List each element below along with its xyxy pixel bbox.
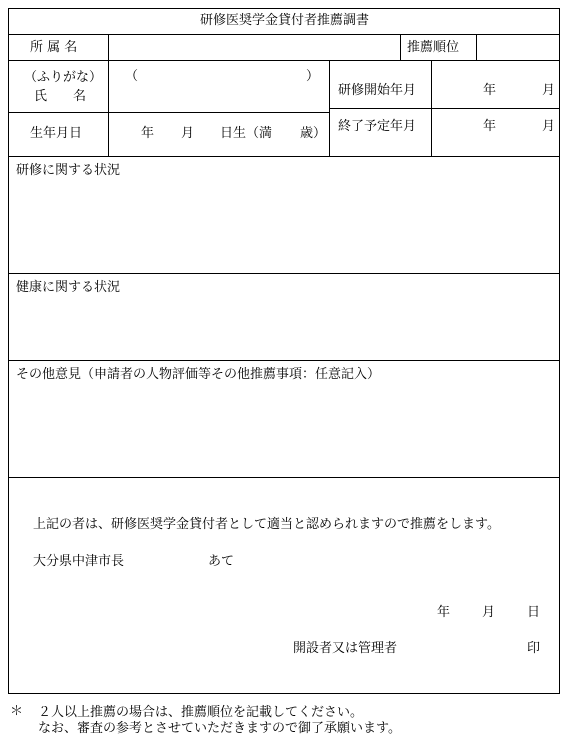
affiliation-label: 所 属 名 <box>30 40 78 55</box>
birth-month: 月 <box>181 126 195 141</box>
training-start-label: 研修開始年月 <box>338 83 417 98</box>
furigana-field[interactable] <box>140 64 300 84</box>
training-end-year: 年 <box>483 119 497 134</box>
note-line-2: なお、審査の参考とさせていただきますので御了承願います。 <box>38 721 401 736</box>
other-opinion-label: その他意見（申請者の人物評価等その他推薦事項：任意記入） <box>16 367 381 382</box>
founder-name-field[interactable] <box>412 636 522 660</box>
rank-label: 推薦順位 <box>407 40 460 55</box>
founder-label: 開設者又は管理者 <box>293 641 398 656</box>
note-marker: ＊ <box>10 704 24 719</box>
rule-under-birth <box>8 156 560 157</box>
affiliation-field[interactable] <box>109 35 399 59</box>
recommendation-date-field[interactable] <box>400 600 555 624</box>
rule-under-health <box>8 360 560 361</box>
furigana-open-paren: （ <box>125 69 139 84</box>
addressee-suffix: あて <box>208 554 235 569</box>
note-line-1: ２人以上推薦の場合は、推薦順位を記載してください。 <box>38 705 364 720</box>
health-status-field[interactable] <box>12 299 556 357</box>
rule-under-training <box>8 273 560 274</box>
training-status-field[interactable] <box>12 182 556 270</box>
rule-training-label-left <box>329 60 330 156</box>
date-month: 月 <box>482 605 496 620</box>
health-status-label: 健康に関する状況 <box>16 280 121 295</box>
birth-day-suffix: 日生（満 <box>220 126 273 141</box>
rule-under-other <box>8 477 560 478</box>
training-start-field[interactable] <box>432 61 559 107</box>
name-field[interactable] <box>112 86 324 110</box>
date-year: 年 <box>437 605 451 620</box>
training-end-label: 終了予定年月 <box>338 119 417 134</box>
form-title: 研修医奨学金貸付者推薦調書 <box>199 13 369 28</box>
training-end-field[interactable] <box>432 109 559 155</box>
training-start-year: 年 <box>483 83 497 98</box>
rule-rank-label-left <box>400 34 401 60</box>
training-start-month: 月 <box>542 83 556 98</box>
birth-label: 生年月日 <box>30 126 83 141</box>
seal-mark: 印 <box>527 641 541 656</box>
training-end-month: 月 <box>542 119 556 134</box>
furigana-close-paren: ） <box>306 69 320 84</box>
birth-year: 年 <box>141 126 155 141</box>
addressee-label: 大分県中津市長 <box>33 554 125 569</box>
other-opinion-field[interactable] <box>12 386 556 474</box>
birth-date-field[interactable] <box>112 114 327 154</box>
training-status-label: 研修に関する状況 <box>16 163 121 178</box>
recommendation-statement: 上記の者は、研修医奨学金貸付者として適当と認められますので推薦をします。 <box>33 517 500 532</box>
date-day: 日 <box>527 605 541 620</box>
rule-under-name-left <box>8 112 329 113</box>
age-suffix: 歳） <box>300 126 327 141</box>
rank-field[interactable] <box>477 35 559 59</box>
furigana-label: （ふりがな） <box>24 70 103 85</box>
name-label: 氏 名 <box>34 89 87 104</box>
